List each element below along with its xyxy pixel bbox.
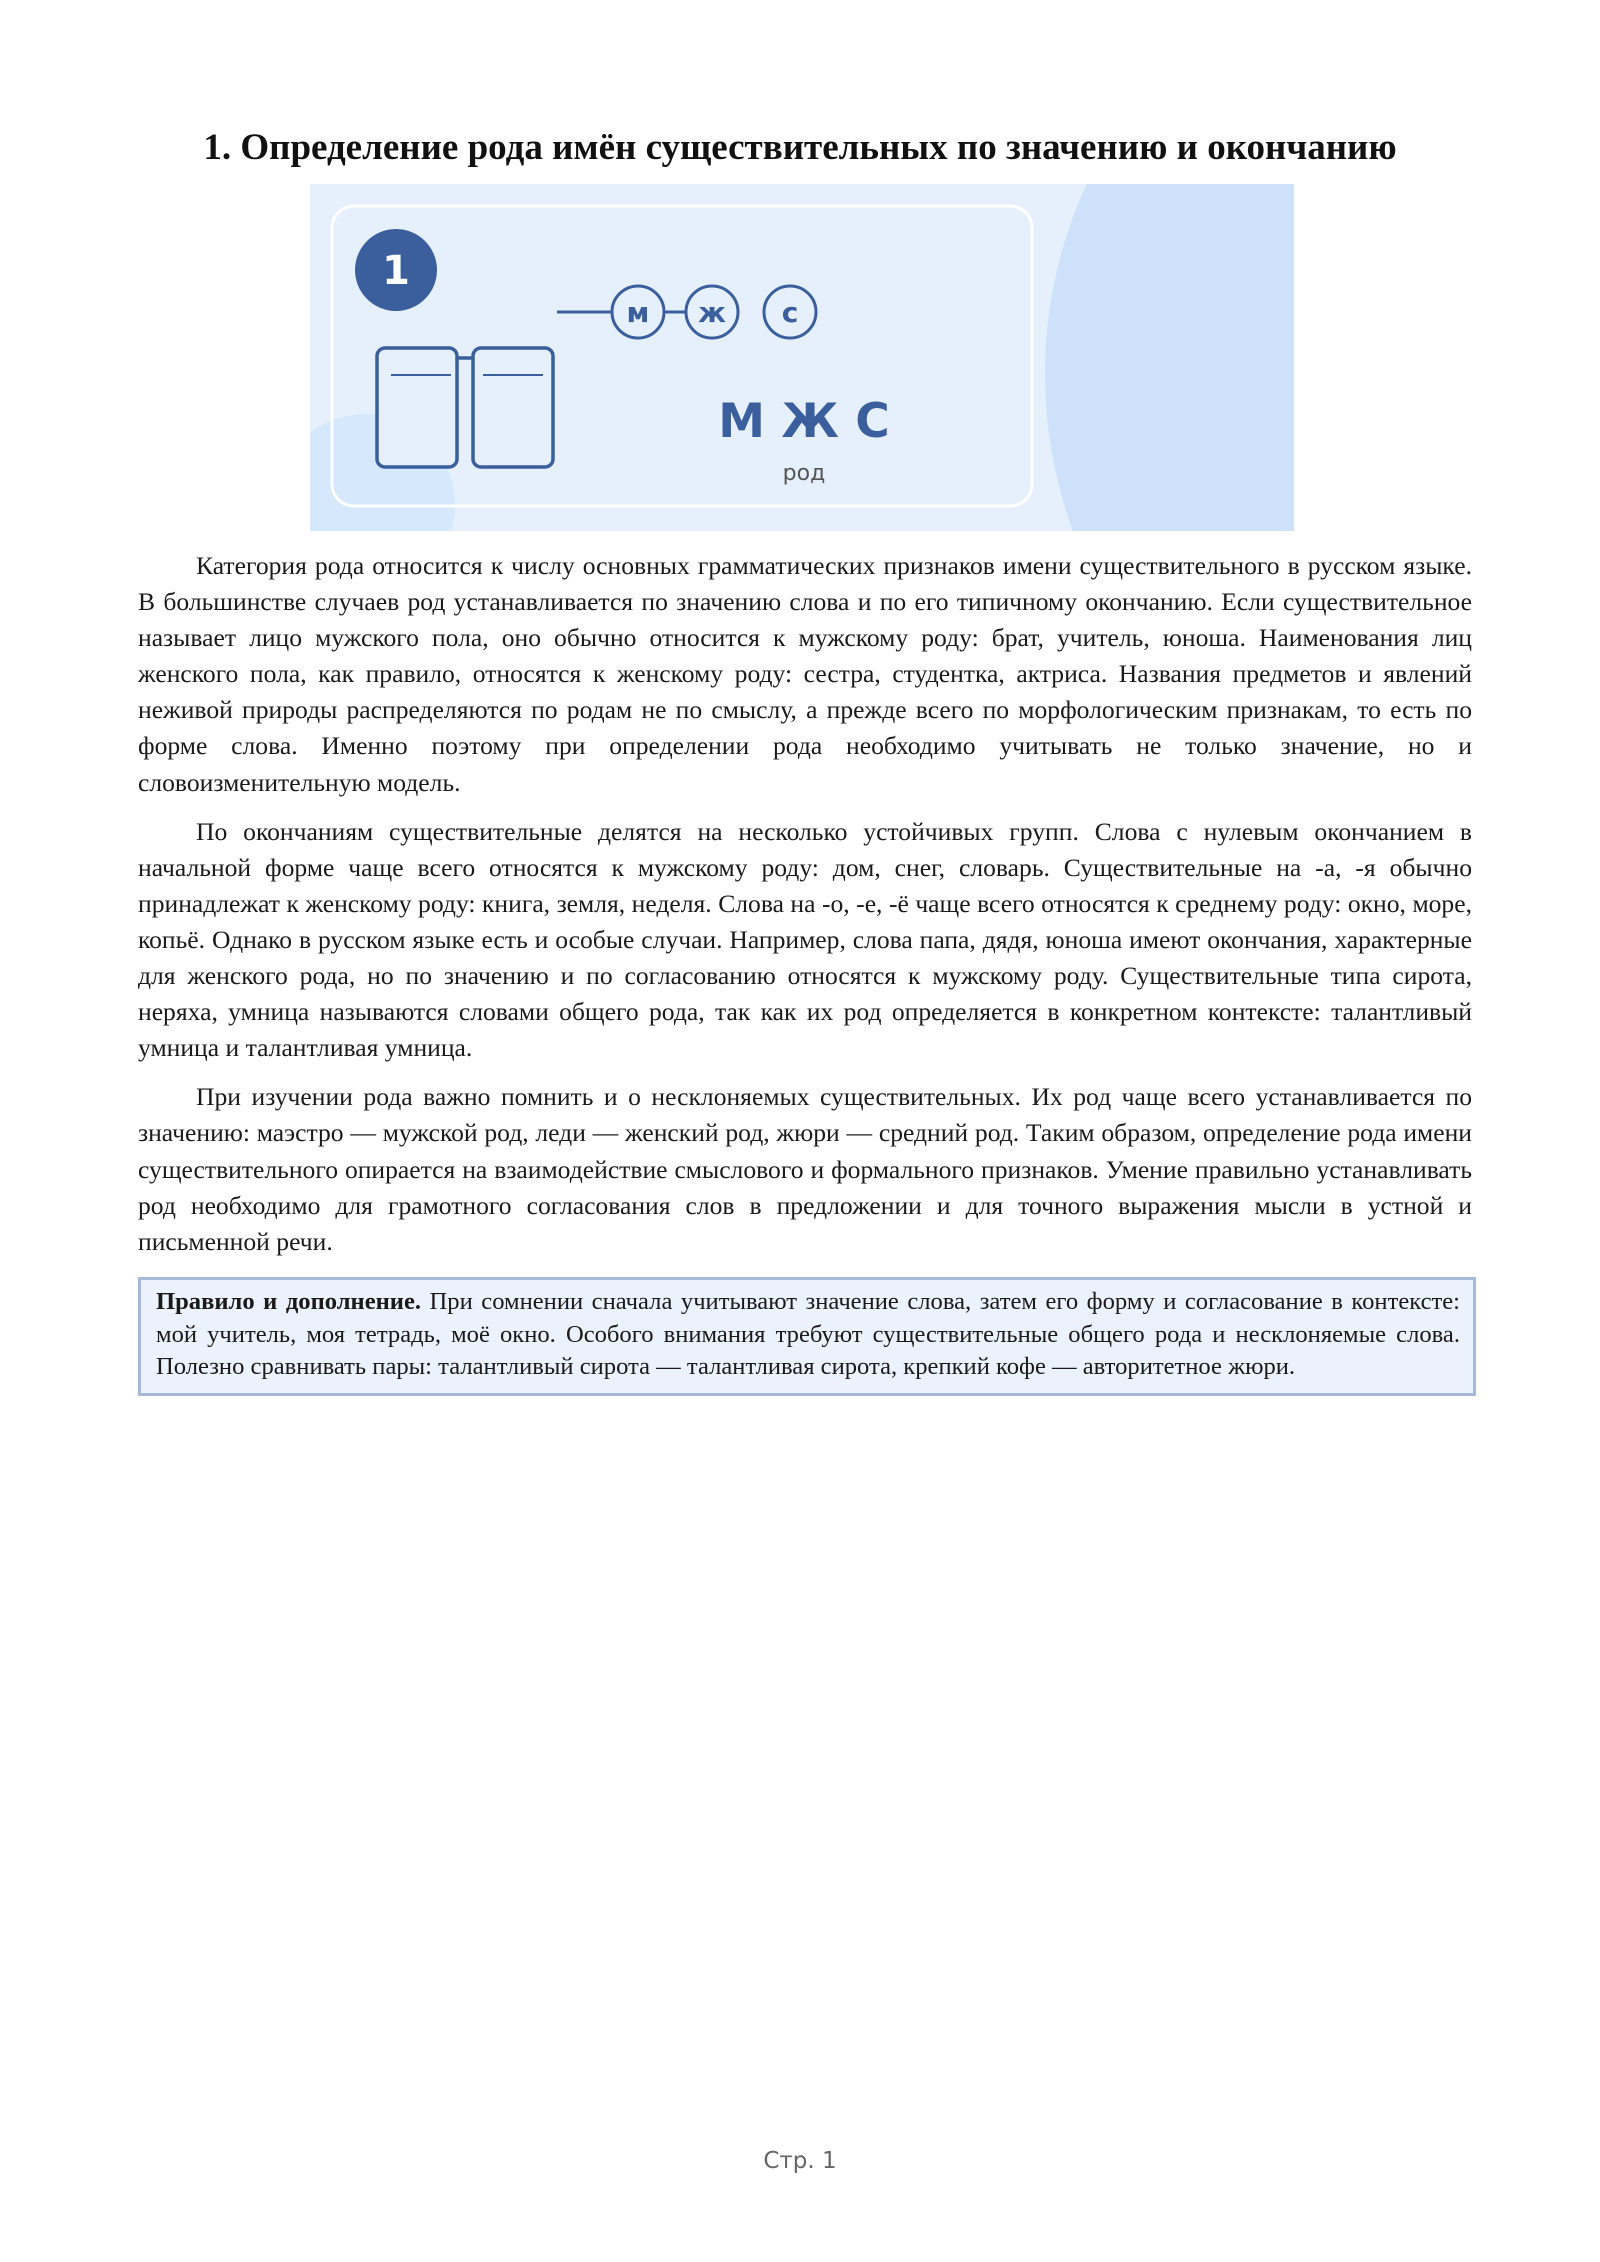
paragraph: При изучении рода важно помнить и о несклоняемых существительных. Их род чаще всего устанавливается по значению: маэстро — мужской род, леди — женский род, жюри — средний род. Таким образом, определение рода имени существительного опирается на взаимодействие смыслового и формального признаков. Умение правильно устанавливать род необходимо для грамотного согласования слов в предложении и для точного выражения мысли в устной и письменной речи. (138, 1082, 1472, 1256)
paragraph: По окончаниям существительные делятся на несколько устойчивых групп. Слова с нулевым окончанием в начальной форме чаще всего относятся к мужскому роду: дом, снег, словарь. Существительные на -а, -я обычно принадлежат к женскому роду: книга, земля, неделя. Слова на -о, -е, -ё чаще всего относятся к среднему роду: окно, море, копьё. Однако в русском языке есть и особые случаи. Например, слова папа, дядя, юноша имеют окончания, характерные для женского рода, но по значению и по согласованию относятся к мужскому роду. Существительные типа сирота, неряха, умница называются словами общего рода, так как их род определяется в конкретном контексте: талантливый умница и талантливая умница. (138, 816, 1472, 1063)
rule-box (138, 1277, 1476, 1396)
gender-circle-zh-text: ж (698, 296, 726, 329)
gender-letters: М Ж С (718, 394, 890, 449)
decorative-large-circle (1045, 184, 1294, 531)
rule-label: Правило и дополнение. (156, 1288, 422, 1315)
rule-text: При сомнении сначала учитывают значение слова, затем его форму и согласование в контексте: мой учитель, моя тетрадь, моё окно. Особого внимания требуют существительные общего рода и несклоняемые слова. Полезно сравнивать пары: талантливый сирота — талантливая сирота, крепкий кофе — авторитетное жюри. (156, 1288, 1460, 1380)
body-text (138, 548, 1472, 1273)
gender-circle-s-text: с (781, 296, 799, 329)
page-title: 1. Определение рода имён существительных по значению и окончанию (203, 127, 1397, 168)
gender-circle-m-text: м (626, 296, 650, 329)
number-badge-text: 1 (382, 248, 410, 294)
paragraph: Категория рода относится к числу основных грамматических признаков имени существительного в русском языке. В большинстве случаев род устанавливается по значению слова и по его типичному окончанию. Если существительное называет лицо мужского пола, оно обычно относится к мужскому роду: брат, учитель, юноша. Наименования лиц женского пола, как правило, относятся к женскому роду: сестра, студентка, актриса. Названия предметов и явлений неживой природы распределяются по родам не по смыслу, а прежде всего по морфологическим признакам, то есть по форме слова. Именно поэтому при определении рода необходимо учитывать не только значение, но и словоизменительную модель. (138, 551, 1472, 797)
gender-diagram (310, 184, 1294, 531)
gender-caption: род (782, 461, 826, 486)
illustration-figure (310, 184, 1294, 531)
page-number: Стр. 1 (763, 2148, 837, 2174)
